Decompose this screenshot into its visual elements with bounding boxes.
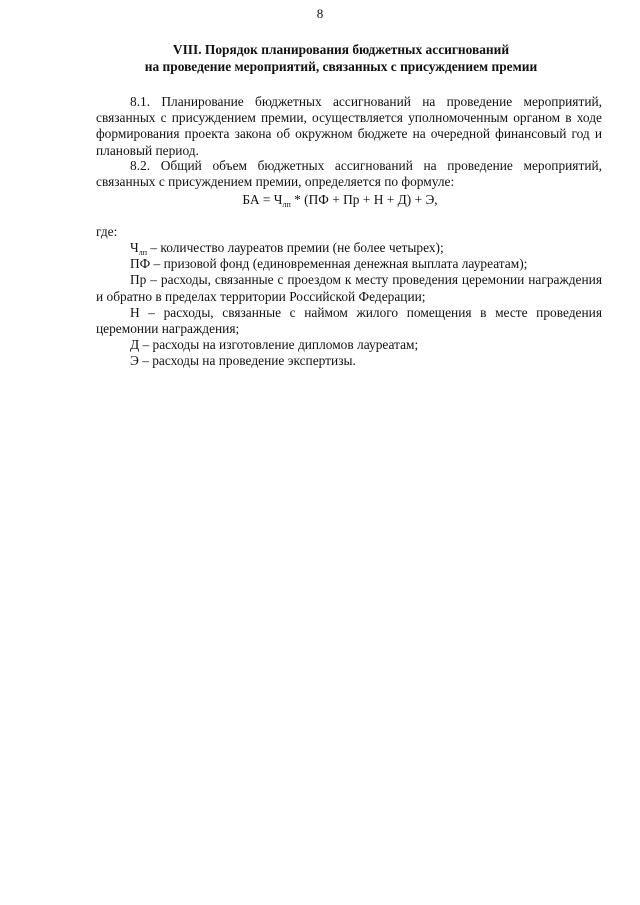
- definition-item: [96, 353, 602, 369]
- section-heading: [80, 42, 602, 75]
- definition-symbol: Д: [130, 337, 140, 353]
- definition-text: – расходы, связанные с проездом к месту проведения церемонии награждения и обратно в пределах территории Российской Федерации;: [96, 272, 602, 304]
- formula-subscript: лп: [282, 200, 291, 209]
- section-heading-line-2: на проведение мероприятий, связанных с присуждением премии: [144, 58, 538, 74]
- page-number: 8: [316, 6, 324, 21]
- definition-symbol: ПФ: [130, 256, 151, 272]
- definition-text: – расходы на изготовление дипломов лауреатам;: [139, 337, 419, 353]
- definition-text: – расходы, связанные с наймом жилого помещения в месте проведения церемонии награждения;: [96, 304, 602, 337]
- definition-text: – расходы на проведение экспертизы.: [138, 353, 356, 369]
- definition-symbol: Э: [130, 353, 139, 369]
- definition-symbol: Пр: [130, 272, 147, 288]
- definition-item: [96, 240, 602, 256]
- formula-rhs: * (ПФ + Пр + Н + Д) + Э,: [290, 192, 438, 207]
- section-heading-line-1: VIII. Порядок планирования бюджетных ассигнований: [172, 42, 510, 57]
- definition-item: [96, 305, 602, 337]
- paragraph-8-1: 8.1. Планирование бюджетных ассигнований на проведение мероприятий, связанных с присуждением премии, осуществляется уполномоченным органом в ходе формирования проекта закона об окружном бюджете на очередной финансовый год и плановый период.: [96, 94, 602, 158]
- formula-lhs: БА = Ч: [242, 192, 283, 207]
- paragraph-8-2: 8.2. Общий объем бюджетных ассигнований на проведение мероприятий, связанных с присуждением премии, определяется по формуле:: [96, 158, 602, 190]
- where-label: где:: [96, 224, 118, 239]
- budget-formula: [0, 192, 640, 208]
- definition-item: [96, 272, 602, 304]
- definitions-list: [96, 240, 602, 370]
- definition-item: [96, 337, 602, 353]
- definition-symbol: Ч: [130, 240, 139, 255]
- definition-symbol: Н: [130, 304, 140, 320]
- definition-item: [96, 256, 602, 272]
- definition-text: – количество лауреатов премии (не более четырех);: [146, 240, 444, 255]
- definition-text: – призовой фонд (единовременная денежная выплата лауреатам);: [150, 256, 528, 272]
- definition-subscript: лп: [138, 248, 147, 257]
